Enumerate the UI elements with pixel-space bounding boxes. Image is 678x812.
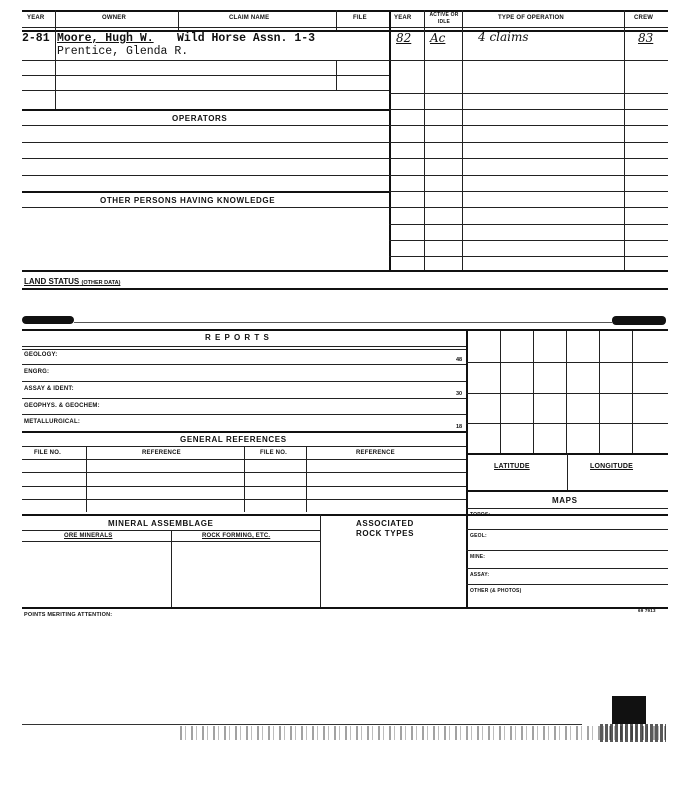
header-file: FILE (353, 15, 367, 21)
header-type-of-operation: TYPE OF OPERATION (498, 15, 564, 21)
gr-col-file-1: FILE NO. (34, 450, 61, 456)
latitude-label: LATITUDE (494, 463, 530, 470)
header-crew: CREW (634, 15, 654, 21)
maps-other: OTHER (& PHOTOS) (470, 588, 522, 594)
gr-col-file-2: FILE NO. (260, 450, 287, 456)
header-active-idle: ACTIVE OR IDLE (429, 12, 459, 25)
maps-heading: MAPS (552, 496, 578, 505)
report-assay-num: 30 (456, 391, 463, 397)
maps-assay: ASSAY: (470, 572, 490, 578)
scan-smudge-streak (180, 726, 666, 740)
scan-smudge-left (22, 316, 74, 324)
entry-owner-1: Moore, Hugh W. (57, 32, 154, 45)
scan-smudge-tail (600, 724, 666, 742)
entry-year: 2-81 (22, 32, 50, 45)
report-metallurgical-num: 18 (456, 424, 463, 430)
knowledge-heading: OTHER PERSONS HAVING KNOWLEDGE (100, 196, 276, 205)
land-status-label (24, 277, 120, 286)
entry-active-idle: Ac (430, 31, 446, 45)
entry-type-of-operation: 4 claims (478, 30, 529, 44)
rock-forming-label: ROCK FORMING, ETC. (202, 533, 271, 539)
header-claim-name: CLAIM NAME (229, 15, 270, 21)
reports-heading: R E P O R T S (205, 333, 270, 342)
maps-mine: MINE: (470, 554, 486, 560)
entry-owner-2: Prentice, Glenda R. (57, 45, 189, 58)
form-number: 69 7913 (638, 608, 656, 613)
report-geology-num: 48 (456, 357, 463, 363)
header-year: YEAR (27, 15, 45, 21)
entry-claim-name: Wild Horse Assn. 1-3 (177, 32, 316, 45)
gr-col-ref-2: REFERENCE (356, 450, 395, 456)
points-label: POINTS MERITING ATTENTION: (24, 612, 113, 618)
longitude-label: LONGITUDE (590, 463, 634, 470)
report-geology: GEOLOGY: (24, 352, 58, 358)
associated-rock-label-2: ROCK TYPES (356, 529, 415, 538)
scan-smudge-right (612, 316, 666, 325)
header-year-2: YEAR (394, 15, 412, 21)
maps-geol: GEOL: (470, 533, 487, 539)
report-metallurgical: METALLURGICAL: (24, 419, 81, 425)
ore-minerals-label: ORE MINERALS (64, 533, 113, 539)
general-references-heading: GENERAL REFERENCES (180, 435, 287, 444)
report-assay: ASSAY & IDENT: (24, 386, 74, 392)
entry-year-2: 82 (396, 31, 412, 45)
land-status-sub: (OTHER DATA) (81, 280, 121, 286)
header-owner: OWNER (102, 15, 126, 21)
maps-topos: TOPOS: (470, 512, 491, 518)
mineral-heading: MINERAL ASSEMBLAGE (108, 519, 214, 528)
report-engrg: ENGRG: (24, 369, 50, 375)
scan-smudge-block (612, 696, 646, 724)
report-geophys: GEOPHYS. & GEOCHEM: (24, 403, 100, 409)
land-status-title: LAND STATUS (24, 277, 80, 286)
operators-heading: OPERATORS (172, 114, 228, 123)
entry-crew: 83 (638, 31, 654, 45)
associated-rock-label-1: ASSOCIATED (356, 519, 414, 528)
gr-col-ref-1: REFERENCE (142, 450, 181, 456)
